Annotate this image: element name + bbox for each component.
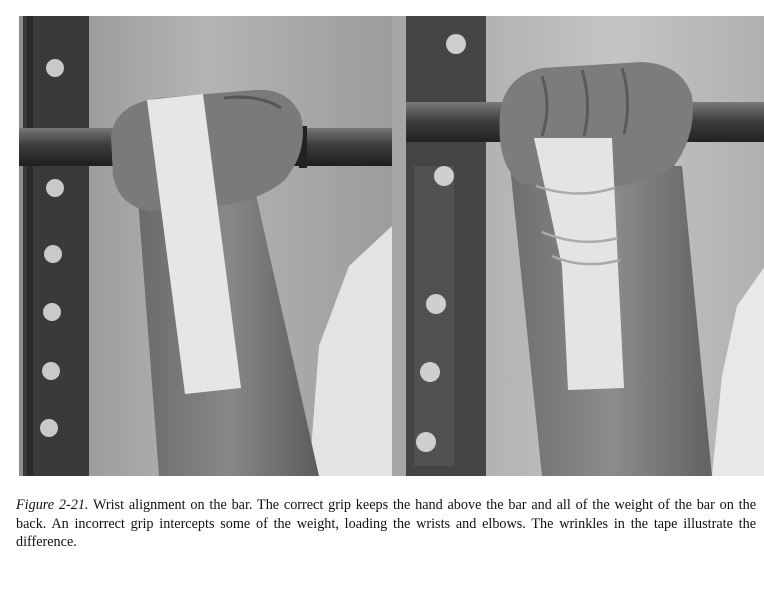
caption-text: Wrist alignment on the bar. The correct grip keeps the hand above the bar and all of the weight of the bar on the back. An incorrect grip intercepts some of the weight, loading the wrists and elbows. The wrinkles in the tape illustrate the difference. (16, 497, 757, 550)
correct-grip-photo (19, 16, 392, 476)
figure-caption (16, 496, 756, 552)
figure-label: Figure 2-21. (16, 497, 89, 513)
incorrect-grip-photo (392, 16, 764, 476)
